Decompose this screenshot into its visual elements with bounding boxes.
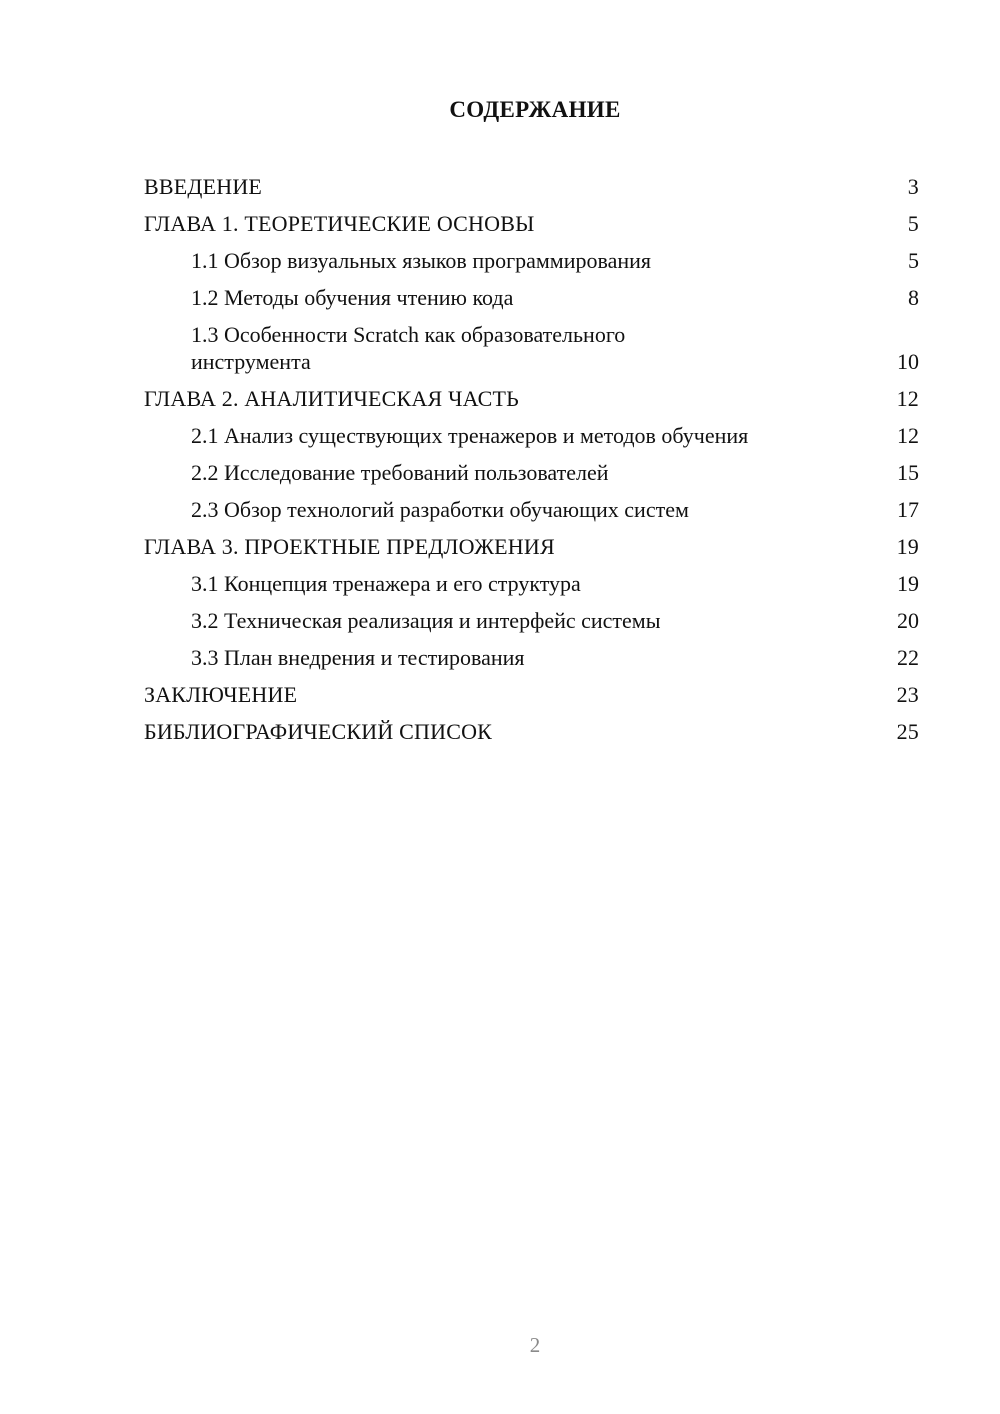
toc-entry-title: 1.1 Обзор визуальных языков программирования xyxy=(191,248,652,273)
toc-entry-title: 2.3 Обзор технологий разработки обучающих систем xyxy=(191,497,689,522)
toc-entry-page: 8 xyxy=(908,285,919,310)
toc-entry-title: ГЛАВА 2. АНАЛИТИЧЕСКАЯ ЧАСТЬ xyxy=(144,386,519,411)
toc-entry-page: 20 xyxy=(897,608,919,633)
toc-entry-title: 1.3 Особенности Scratch как образовательного инструмента xyxy=(191,322,626,374)
toc-entry-title: 2.2 Исследование требований пользователей xyxy=(191,460,609,485)
toc-entry-title: ГЛАВА 1. ТЕОРЕТИЧЕСКИЕ ОСНОВЫ xyxy=(144,211,535,236)
toc-entry-chapter-2[interactable] xyxy=(144,380,919,417)
toc-entry-section-3-1[interactable] xyxy=(144,565,919,602)
toc-entry-section-1-3[interactable] xyxy=(144,316,919,380)
toc-entry-title: 2.1 Анализ существующих тренажеров и методов обучения xyxy=(191,423,749,448)
toc-entry-page: 3 xyxy=(907,174,919,199)
toc-entry-introduction[interactable] xyxy=(144,168,919,205)
toc-entry-conclusion[interactable] xyxy=(144,676,919,713)
toc-entry-page: 15 xyxy=(897,460,919,485)
toc-entry-title: ВВЕДЕНИЕ xyxy=(144,174,263,199)
toc-entry-page: 5 xyxy=(908,248,919,273)
toc-entry-section-2-1[interactable] xyxy=(144,417,919,454)
toc-entry-section-1-2[interactable] xyxy=(144,279,919,316)
toc-entry-page: 12 xyxy=(896,386,919,411)
toc-entry-title: 3.2 Техническая реализация и интерфейс системы xyxy=(191,608,661,633)
toc-entry-page: 19 xyxy=(896,534,919,559)
toc-entry-section-1-1[interactable] xyxy=(144,242,919,279)
toc-entry-title: ЗАКЛЮЧЕНИЕ xyxy=(144,682,298,707)
toc-entry-page: 17 xyxy=(897,497,919,522)
page-number: 2 xyxy=(529,1333,541,1357)
table-of-contents xyxy=(144,168,919,750)
toc-entry-page: 22 xyxy=(897,645,919,670)
toc-entry-section-2-2[interactable] xyxy=(144,454,919,491)
toc-entry-title: 3.3 План внедрения и тестирования xyxy=(191,645,525,670)
toc-entry-section-3-2[interactable] xyxy=(144,602,919,639)
toc-entry-page: 19 xyxy=(897,571,919,596)
toc-entry-page: 10 xyxy=(897,349,919,374)
toc-entry-page: 5 xyxy=(907,211,919,236)
toc-entry-page: 23 xyxy=(896,682,919,707)
toc-entry-chapter-1[interactable] xyxy=(144,205,919,242)
toc-entry-page: 25 xyxy=(896,719,919,744)
toc-entry-title: ГЛАВА 3. ПРОЕКТНЫЕ ПРЕДЛОЖЕНИЯ xyxy=(144,534,555,559)
page-title: СОДЕРЖАНИЕ xyxy=(449,97,621,122)
toc-entry-bibliography[interactable] xyxy=(144,713,919,750)
toc-entry-title: БИБЛИОГРАФИЧЕСКИЙ СПИСОК xyxy=(144,719,493,744)
toc-entry-title: 1.2 Методы обучения чтению кода xyxy=(191,285,514,310)
toc-entry-section-2-3[interactable] xyxy=(144,491,919,528)
toc-entry-page: 12 xyxy=(897,423,919,448)
toc-entry-section-3-3[interactable] xyxy=(144,639,919,676)
toc-entry-chapter-3[interactable] xyxy=(144,528,919,565)
toc-entry-title: 3.1 Концепция тренажера и его структура xyxy=(191,571,581,596)
